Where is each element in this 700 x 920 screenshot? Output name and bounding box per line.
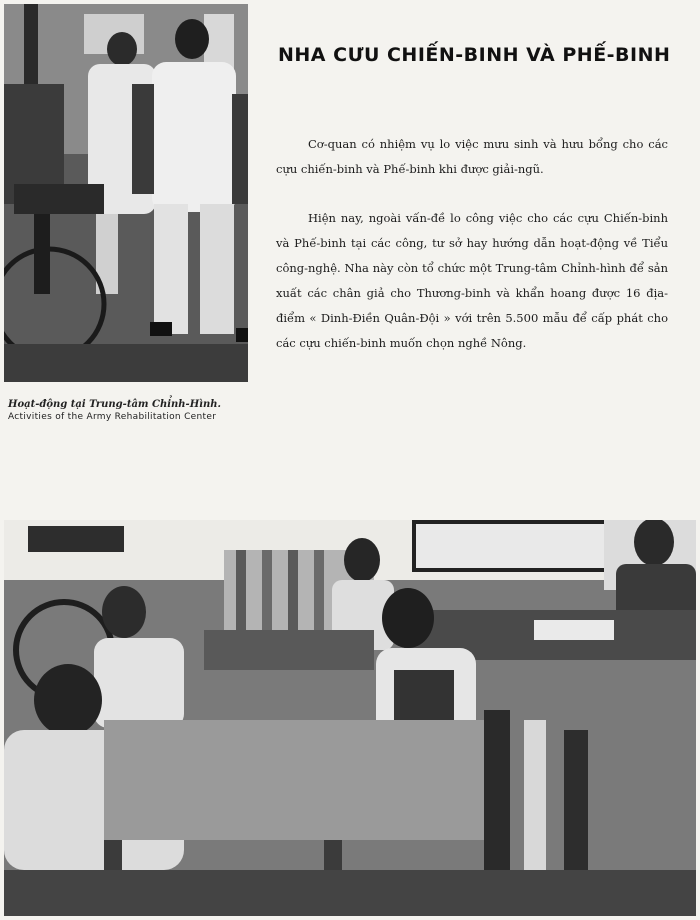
article-body xyxy=(276,132,668,380)
photo-caption xyxy=(8,398,268,423)
article-paragraph: Cơ-quan có nhiệm vụ lo việc mưu sinh và hưu bổng cho các cựu chiến-binh và Phế-binh khi được giải-ngũ. xyxy=(276,137,668,176)
workshop-photo xyxy=(4,520,696,916)
caption-vietnamese: Hoạt-động tại Trung-tâm Chỉnh-Hình. xyxy=(8,399,221,410)
article-title: NHA CƯU CHIẾN-BINH VÀ PHẾ-BINH xyxy=(278,44,671,66)
rehabilitation-center-photo xyxy=(4,4,248,382)
caption-english: Activities of the Army Rehabilitation Center xyxy=(8,412,217,422)
article-paragraph: Hiện nay, ngoài vấn-đề lo công việc cho các cựu Chiến-binh và Phế-binh tại các công, tư sở hay hướng dẫn hoạt-động về Tiểu công-nghệ. Nha này còn tổ chức một Trung-tâm Chỉnh-hình để sản xuất các chân giả cho Thương-binh và khẩn hoang được 16 địa-điểm « Dinh-Điền Quân-Đội » với trên 5.500 mẫu để cấp phát cho các cựu chiến-binh muốn chọn nghề Nông. xyxy=(276,211,668,350)
